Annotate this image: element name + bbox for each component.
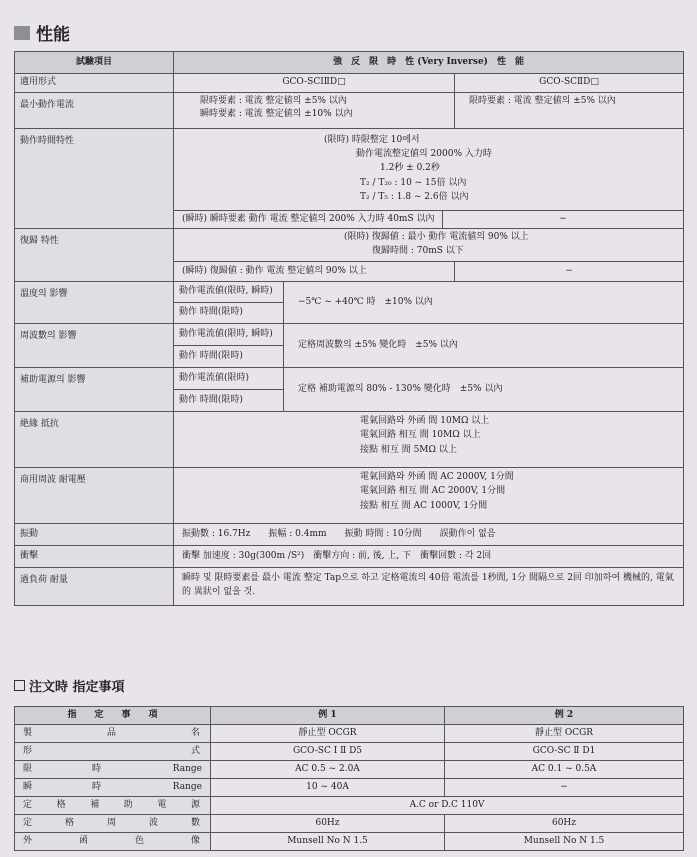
order-row-ex1: 10 ~ 40A — [211, 779, 445, 797]
withstand-l2: 電氣回路 相互 間 AC 2000V, 1分間 — [360, 486, 506, 497]
model-b: GCO-SCⅡD□ — [455, 74, 684, 93]
order-aux-label: 定 格 補 助 電 源 — [15, 797, 211, 815]
overload-value: 瞬時 및 限時要素를 最小 電流 整定 Tap으로 하고 定格電流의 40倍 電流를 1秒間, 1分 間隔으로 2回 印加하여 機械的, 電氣的 異狀이 없을 것. — [174, 568, 684, 606]
row-label-overload: 過負荷 耐量 — [15, 568, 174, 606]
order-row-ex1: 靜止型 OCGR — [211, 725, 445, 743]
order-row-label: 形 式 — [15, 743, 211, 761]
order-row — [15, 761, 684, 779]
temp-sub1: 動作電流値(限時, 瞬時) — [174, 282, 284, 303]
order-header-ex2: 例 2 — [445, 707, 684, 725]
row-label-time-char: 動作時間特性 — [15, 128, 174, 229]
row-label-shock: 衝擊 — [15, 546, 174, 568]
time-char-inst-b: − — [443, 210, 684, 229]
freq-sub1: 動作電流値(限時, 瞬時) — [174, 324, 284, 346]
row-label-model: 適用形式 — [15, 74, 174, 93]
freq-sub2: 動作 時間(限時) — [174, 346, 284, 368]
row-label-reset: 復歸 特性 — [15, 229, 174, 282]
min-current-a2: 瞬時要素 : 電流 整定値의 ±10% 以內 — [200, 109, 353, 119]
insulation-l2: 電氣回路 相互 間 10MΩ 以上 — [360, 430, 481, 441]
shock-value: 衝擊 加速度 : 30g(300m /S²) 衝擊方向 : 前, 後, 上, 下 衝擊回數 : 각 2回 — [174, 546, 684, 568]
section-title-order-text: 注文時 指定事項 — [29, 680, 125, 695]
row-label-temp: 溫度의 影響 — [15, 282, 174, 324]
reset-l2: 復歸時間 : 70mS 以下 — [372, 245, 464, 256]
row-label-vibration: 振動 — [15, 524, 174, 546]
order-color-ex2: Munsell No N 1.5 — [445, 833, 684, 851]
order-row — [15, 779, 684, 797]
order-row — [15, 725, 684, 743]
time-char-l5: T₂ / T₅ : 1.8 ~ 2.6倍 以內 — [360, 192, 469, 203]
order-row-sub: Range — [172, 763, 202, 774]
row-label-withstand: 商用周波 耐電壓 — [15, 468, 174, 524]
temp-sub2: 動作 時間(限時) — [174, 303, 284, 324]
row-label-min-current: 最小動作電流 — [15, 92, 174, 128]
order-color-label: 外 函 色 像 — [15, 833, 211, 851]
order-header-ex1: 例 1 — [211, 707, 445, 725]
performance-table — [14, 51, 684, 606]
order-row-ex1: GCO-SC I Ⅱ D5 — [211, 743, 445, 761]
min-current-a1: 限時要素 : 電流 整定値의 ±5% 以內 — [200, 95, 347, 106]
order-row-sub: Range — [172, 781, 202, 792]
time-char-l3: 1.2秒 ± 0.2秒 — [380, 163, 440, 174]
insulation-l1: 電氣回路와 外函 間 10MΩ 以上 — [360, 416, 490, 426]
time-char-l1: (限時) 時限整定 10에서 — [324, 134, 420, 145]
withstand-l3: 接點 相互 間 AC 1000V, 1分間 — [360, 500, 488, 511]
row-label-insulation: 絶緣 抵抗 — [15, 412, 174, 468]
order-row-ex2: − — [445, 779, 684, 797]
aux-sub1: 動作電流値(限時) — [174, 368, 284, 390]
order-row-label: 瞬 時 — [23, 781, 116, 792]
temp-value: −5℃ ~ +40℃ 時 ±10% 以內 — [284, 282, 684, 324]
order-color-ex1: Munsell No N 1.5 — [211, 833, 445, 851]
order-aux-value: A.C or D.C 110V — [211, 797, 684, 815]
order-spec-table — [14, 706, 684, 851]
order-row-label: 製 品 名 — [15, 725, 211, 743]
reset-inst-b: − — [455, 262, 684, 282]
checkbox-square-icon — [14, 680, 25, 691]
reset-inst: (瞬時) 復歸値 : 動作 電流 整定値의 90% 以上 — [174, 262, 455, 282]
aux-sub2: 動作 時間(限時) — [174, 390, 284, 412]
order-row-ex2: 靜止型 OCGR — [445, 725, 684, 743]
section-title-order — [14, 676, 125, 695]
order-row-ex2: GCO-SC Ⅱ D1 — [445, 743, 684, 761]
row-label-aux: 補助電源의 影響 — [15, 368, 174, 412]
order-freq-label: 定 格 周 波 數 — [15, 815, 211, 833]
square-bullet-icon — [14, 26, 30, 40]
order-freq-ex2: 60Hz — [445, 815, 684, 833]
vibration-value: 振動數 : 16.7Hz 振幅 : 0.4mm 振動 時間 : 10分間 誤動作이 없음 — [174, 524, 684, 546]
order-row-label: 限 時 — [23, 763, 116, 774]
row-label-freq: 周波數의 影響 — [15, 324, 174, 368]
order-row-ex2: AC 0.1 ~ 0.5A — [445, 761, 684, 779]
time-char-l2: 動作電流整定値의 2000% 入力時 — [356, 148, 492, 159]
insulation-l3: 接點 相互 間 5MΩ 以上 — [360, 444, 457, 455]
order-header-item: 指 定 事 項 — [15, 707, 211, 725]
freq-value: 定格周波數의 ±5% 變化時 ±5% 以內 — [284, 324, 684, 368]
section-title-performance — [14, 20, 70, 45]
order-row — [15, 743, 684, 761]
withstand-l1: 電氣回路와 外函 間 AC 2000V, 1分間 — [360, 472, 514, 482]
header-test-item: 試驗項目 — [15, 52, 174, 74]
time-char-inst: (瞬時) 瞬時要素 動作 電流 整定値의 200% 入力時 40mS 以內 — [174, 210, 443, 229]
header-performance: 強 反 限 時 性 (Very Inverse) 性 能 — [174, 52, 684, 74]
reset-l1: (限時) 復歸値 : 最小 動作 電流値의 90% 以上 — [344, 232, 529, 242]
order-freq-ex1: 60Hz — [211, 815, 445, 833]
min-current-b: 限時要素 : 電流 整定値의 ±5% 以內 — [469, 95, 616, 106]
model-a: GCO-SCIⅡD□ — [174, 74, 455, 93]
order-row-ex1: AC 0.5 ~ 2.0A — [211, 761, 445, 779]
time-char-l4: T₂ / T₂₀ : 10 ~ 15倍 以內 — [360, 177, 467, 188]
aux-value: 定格 補助電源의 80% - 130% 變化時 ±5% 以內 — [284, 368, 684, 412]
section-title-text: 性能 — [36, 25, 70, 45]
